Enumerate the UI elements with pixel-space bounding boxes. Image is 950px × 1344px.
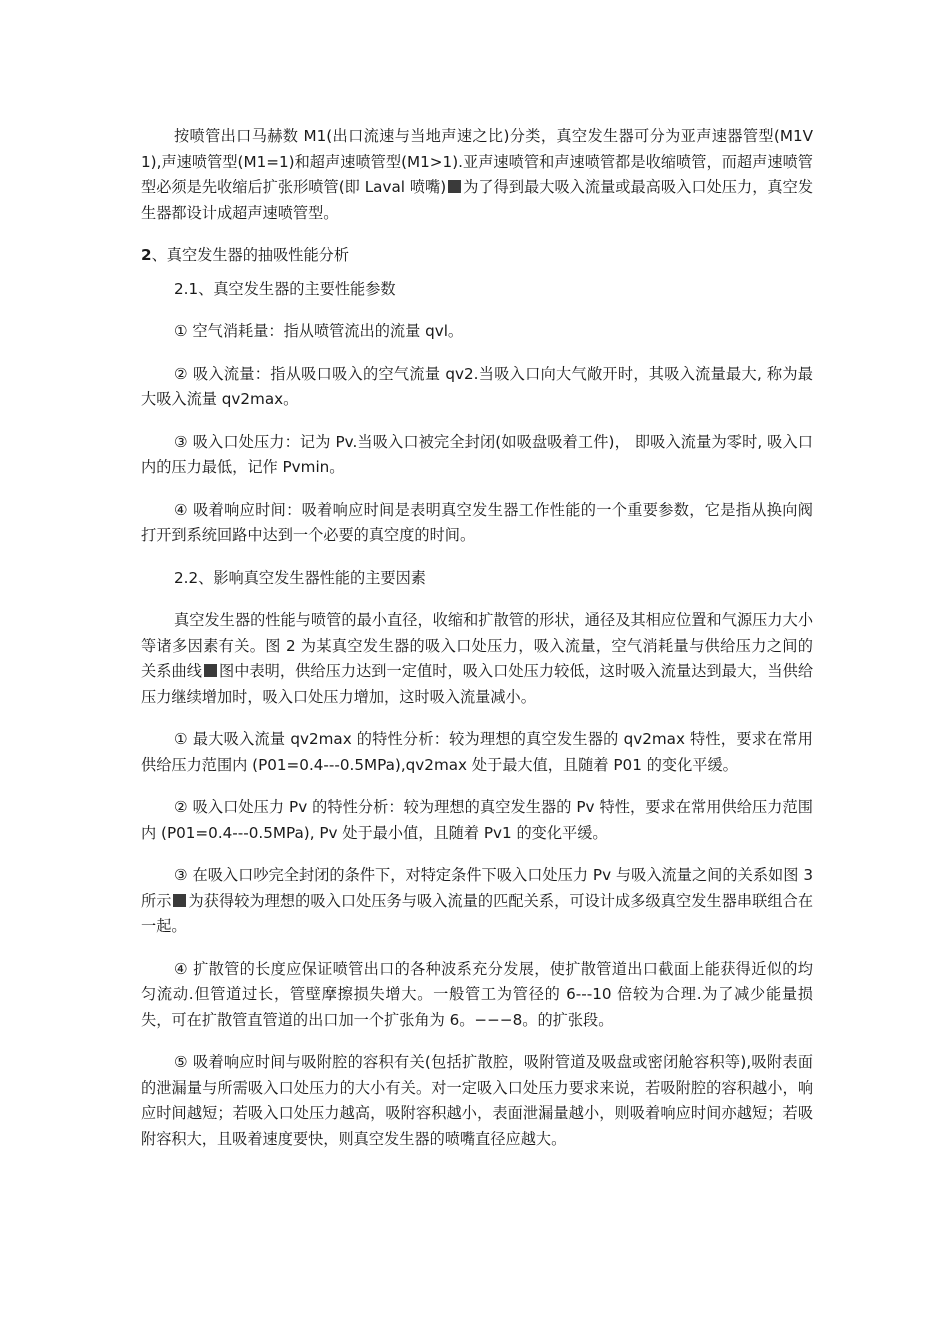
paragraph-text: 真空发生器的性能与喷管的最小直径，收缩和扩散管的形状，通径及其相应位置和气源压力大小等诸多因素有关。图 2 为某真空发生器的吸入口处压力，吸入流量，空气消耗量与供给压力之间的关系曲线 [141,611,813,680]
paragraph-performance-factors [141,608,813,710]
paragraph-text: 为获得较为理想的吸入口处压务与吸入流量的匹配关系，可设计成多级真空发生器串联组合在一起。 [141,891,814,935]
subsection-heading-2-2: 2.2、影响真空发生器性能的主要因素 [174,568,426,587]
list-item-response-volume: ⑤ 吸着响应时间与吸附腔的容积有关(包括扩散腔，吸附管道及吸盘或密闭舱容积等),吸附表面的泄漏量与所需吸入口处压力的大小有关。对一定吸入口处压力要求来说，若吸附腔的容积越小，响应时间越短；若吸入口处压力越高，吸附容积越小，表面泄漏量越小，则吸着响应时间亦越短；若吸附容积大，且吸着速度要快，则真空发生器的喷嘴直径应越大。 [141,1053,813,1148]
missing-glyph-square-icon [448,180,461,193]
paragraph-text: 图中表明，供给压力达到一定值时，吸入口处压力较低，这时吸入流量达到最大，当供给压力继续增加时，吸入口处压力增加，这时吸入流量减小。 [141,662,814,706]
paragraph-text: 为了得到最大吸入流量或最高吸入口处压力，真空发生器都设计成超声速喷管型。 [141,178,814,222]
list-item-response-time: ④ 吸着响应时间：吸着响应时间是表明真空发生器工作性能的一个重要参数，它是指从换向阀打开到系统回路中达到一个必要的真空度的时间。 [141,500,813,544]
list-item-closed-inlet [141,863,813,940]
section-heading-2 [141,243,813,269]
list-item-suction-flow: ② 吸入流量：指从吸口吸入的空气流量 qv2.当吸入口向大气敞开时，其吸入流量最大, 称为最大吸入流量 qv2max。 [141,364,813,408]
list-item-pressure-analysis: ② 吸入口处压力 Pv 的特性分析：较为理想的真空发生器的 Pv 特性，要求在常用供给压力范围内 (P01=0.4---0.5MPa), Pv 处于最小值，且随着 Pv1 的变化平缓。 [141,798,813,842]
paragraph-text: ③ 在吸入口吵完全封闭的条件下，对特定条件下吸入口处压力 Pv 与吸入流量之间的关系如图 3 所示 [141,866,813,910]
section-title: 、真空发生器的抽吸性能分析 [151,246,350,264]
list-item-air-consumption: ① 空气消耗量：指从喷管流出的流量 qvl。 [174,322,464,340]
missing-glyph-square-icon [204,664,217,677]
list-item-suction-pressure: ③ 吸入口处压力：记为 Pv.当吸入口被完全封闭(如吸盘吸着工件)， 即吸入流量为零时, 吸入口内的压力最低，记作 Pvmin。 [141,432,813,476]
paragraph-nozzle-classification [141,124,813,226]
paragraph-text: 按喷管出口马赫数 M1(出口流速与当地声速之比)分类，真空发生器可分为亚声速器管型(M1V1),声速喷管型(M1=1)和超声速喷管型(M1>1).亚声速喷管和声速喷管都是收缩喷管，而超声速喷管型必须是先收缩后扩张形喷管(即 Laval 喷嘴) [141,127,813,196]
list-item-diffuser-length: ④ 扩散管的长度应保证喷管出口的各种波系充分发展，使扩散管道出口截面上能获得近似的均匀流动.但管道过长，管壁摩擦损失增大。一般管工为管径的 6---10 倍较为合理.为了减少能量损失，可在扩散管直管道的出口加一个扩张角为 6。−−−8。的扩张段。 [141,959,813,1029]
document-body [141,124,813,1169]
section-number: 2 [141,246,152,264]
subsection-heading-2-1: 2.1、真空发生器的主要性能参数 [174,279,396,298]
missing-glyph-square-icon [173,894,186,907]
list-item-max-flow-analysis: ① 最大吸入流量 qv2max 的特性分析：较为理想的真空发生器的 qv2max 特性，要求在常用供给压力范围内 (P01=0.4---0.5MPa),qv2max 处于最大值，且随着 P01 的变化平缓。 [141,730,813,774]
